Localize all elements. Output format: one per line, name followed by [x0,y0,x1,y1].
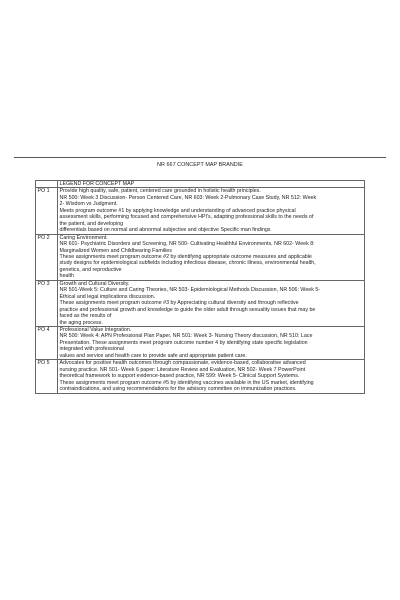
description-line: Provide high quality, safe, patient, centered care grounded in holistic health principles. [59,188,261,195]
description-line: Growth and Cultural Diversity. [59,280,130,287]
table-row [36,234,365,280]
description-line: contraindications, and using recommendations for the advisory committee on immunization practices. [59,386,297,393]
description-line: genetics, and reproductive [59,266,122,273]
description-line: NR 601- Psychiatric Disorders and Screening, NR 500- Cultivating Healthful Environments, NR 602- Week 8: [59,241,315,248]
description-line: practice and professional growth and knowledge to guide the older adult through sexuality issues that may be [59,306,316,313]
description-line: assessment skills, performing focused and comprehensive HPI's, adapting professional skills to the needs of [59,214,314,221]
description-line: These assignments meet program outcome #3 by Appreciating cultural diversity and through reflective [59,300,299,307]
description-line: These assignments meet program outcome #5 by identifying vaccines available in the US market, identifying [59,379,314,386]
description-line: Ethical and legal implications discussion. [59,293,156,300]
document-title: NR 667 CONCEPT MAP BRANDIE [157,162,243,168]
table-row [36,326,365,359]
description-line: 2- Wisdom vs Judgment. [59,201,118,208]
description-line: study designs for epidemiological subfields including infectious disease, chronic illness, environmental health, [59,260,316,267]
description-line: Caring Environment. [59,234,108,241]
description-line: theoretical framework to support evidence-based practice, NR 599: Week 5- Clinical Support Systems. [59,373,300,380]
po-description [58,188,365,234]
description-line: Advocates for positive health outcomes through compassionate, evidence-based, collaborative advanced [59,360,306,367]
legend-header-cell: LEGEND FOR CONCEPT MAP [58,181,365,188]
description-line: health [59,273,74,280]
po-description [58,326,365,359]
description-line: Presentation. These assignments meet program outcome number 4 by identifying state specific legislation [59,339,308,346]
description-line: Meets program outcome #1 by applying knowledge and understanding of advanced practice physical [59,207,296,214]
po-label: PO 1 [36,188,58,234]
description-line: NR 500: Week 3 Discussion- Person Centered Care, NR 603: Week 2-Pulmonary Case Study, NR 512: Week [59,194,317,201]
description-line: the patient, and developing [59,220,124,227]
description-line: These assignments meet program outcome #2 by identifying appropriate outcome measures and applicable [59,253,312,260]
description-line: Professional Value Integration. [59,326,132,333]
description-line: nursing practice. NR 501- Week 6 paper: Literature Review and Evaluation, NR 502- Week 7 PowerPoint [59,366,306,373]
table-row [36,188,365,234]
po-description [58,360,365,393]
description-line: Marginalized Women and Childbearing Families [59,247,172,254]
description-line: differentials based on normal and abnormal subjective and objective Specific man findings [59,227,271,234]
po-label: PO 3 [36,280,58,326]
concept-map-table [35,180,365,394]
header-rule [14,157,386,158]
po-description [58,280,365,326]
po-label: PO 2 [36,234,58,280]
description-line: NR 501-Week 5: Culture and Caring Theories, NR 503- Epidemiological Methods Discussion, NR 506: Week 5- [59,287,321,294]
table-row [36,280,365,326]
po-label: PO 5 [36,360,58,393]
description-line: faced as the results of [59,313,112,320]
description-line: values and service and health care to provide safe and appropriate patient care. [59,352,247,359]
description-line: NR 500: Week 4: APN Professional Plan Paper, NR 501: Week 3- Nursing Theory discussion, NR 510: Lace [59,333,313,340]
description-line: integrated with professional [59,346,124,353]
description-line: the aging process. [59,319,103,326]
legend-header-blank-cell [36,181,58,188]
po-description [58,234,365,280]
table-row [36,360,365,393]
legend-header-row [36,181,365,188]
po-label: PO 4 [36,326,58,359]
